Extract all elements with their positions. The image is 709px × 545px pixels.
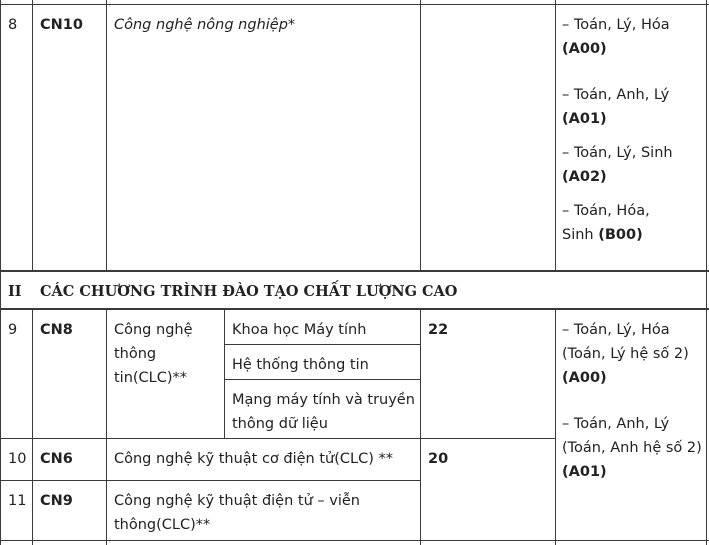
grid-line	[32, 0, 33, 271]
row-9-program-name: Công nghệ thông tin(CLC)**	[114, 322, 193, 386]
major-computer-science: Khoa học Máy tính	[232, 322, 367, 338]
row-11-stt: 11	[8, 493, 27, 509]
major-information-systems: Hệ thống thông tin	[232, 357, 369, 373]
row-11-program-name: Công nghệ kỹ thuật điện tử – viễn thông(CLC)**	[114, 493, 360, 533]
section-numeral: II	[8, 283, 22, 300]
combo-item: – Toán, Lý, Hóa (A00)	[562, 17, 670, 57]
row-10-program-name: Công nghệ kỹ thuật cơ điện tử(CLC) **	[114, 451, 393, 467]
row-10-stt: 10	[8, 451, 27, 467]
combo-item: – Toán, Lý, Hóa (Toán, Lý hệ số 2) (A00)	[562, 322, 689, 386]
row-8-program-name: Công nghệ nông nghiệp*	[114, 17, 296, 33]
combo-item: – Toán, Anh, Lý (A01)	[562, 87, 670, 127]
row-8-combos	[556, 5, 684, 247]
grid-line	[106, 0, 107, 271]
grid-line	[420, 0, 421, 271]
major-computer-networks: Mạng máy tính và truyền thông dữ liệu	[232, 392, 415, 432]
grid-line	[420, 309, 421, 545]
combo-item: – Toán, Anh, Lý (Toán, Anh hệ số 2) (A01)	[562, 416, 702, 480]
combo-item: – Toán, Lý, Sinh (A02)	[562, 145, 673, 185]
grid-line	[706, 0, 707, 545]
row-10-code: CN6	[40, 451, 73, 467]
row-9-stt: 9	[8, 322, 18, 338]
row-10-score: 20	[428, 451, 449, 467]
row-9-score: 22	[428, 322, 449, 338]
row-8-stt: 8	[8, 17, 18, 33]
row-11-code: CN9	[40, 493, 73, 509]
row-8-code: CN10	[40, 17, 83, 33]
row-9-code: CN8	[40, 322, 73, 338]
section-title: CÁC CHƯƠNG TRÌNH ĐÀO TẠO CHẤT LƯỢNG CAO	[40, 283, 458, 300]
clc-combos	[556, 310, 706, 484]
combo-item: – Toán, Hóa, Sinh (B00)	[562, 203, 650, 243]
